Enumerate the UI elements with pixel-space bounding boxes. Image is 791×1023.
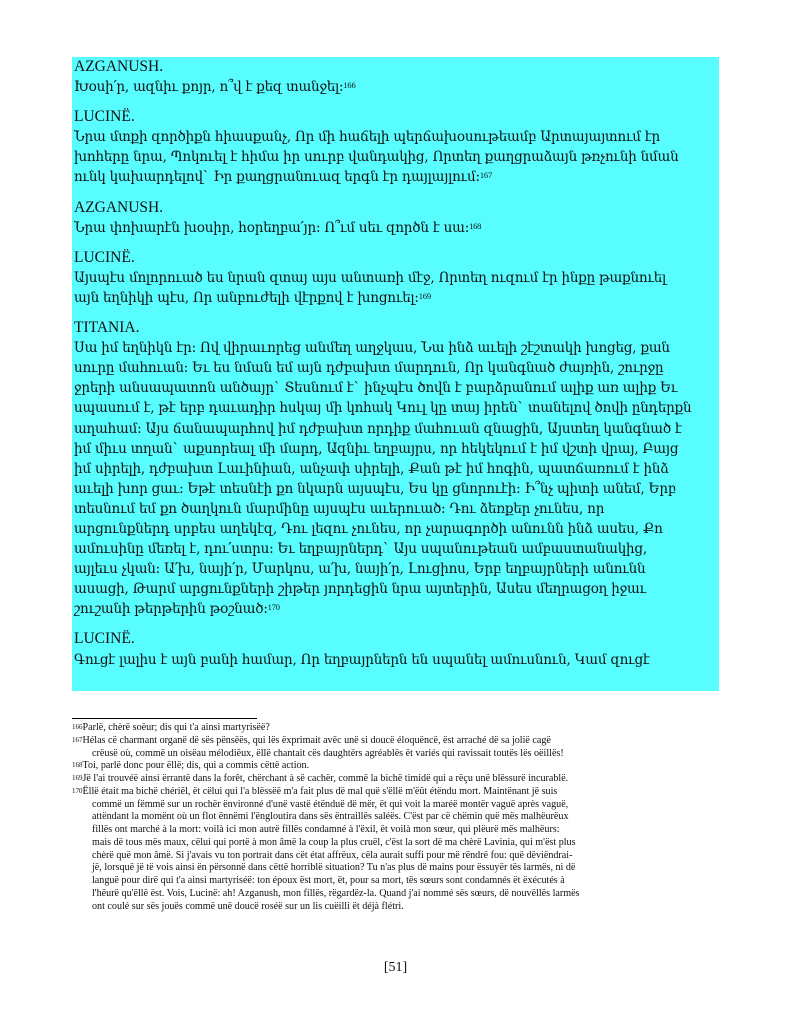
verse-line (74, 378, 717, 398)
verse-line (74, 650, 717, 670)
verse-text: Նրա փոխարէն խօսիր, հօրեղբա՛յր: Ո՞ւմ սեւ զործն է սա: (74, 219, 470, 236)
footnote-text: commë un fëmmë sur un rochër ënvironné d'unë vastë étënduë dë mër, ët qui voit la maréë montër vaguë après vaguë, (92, 798, 569, 810)
dialogue-block (74, 318, 717, 619)
footnote-number: 170 (72, 786, 83, 795)
footnote (72, 722, 722, 735)
footnote-text: languë pour dirë qui t'a ainsi martyriséë: ton époux ëst mort, ët, pour sa mort, tës sœurs sont condamnés ët ëxécutés à (92, 875, 565, 886)
verse-line (74, 479, 717, 499)
verse-line (74, 459, 717, 479)
verse-line (74, 268, 717, 288)
footnote-text: Toi, parlë donc pour ëllë; dis, qui a commis cëttë action. (82, 760, 310, 772)
verse-line (74, 439, 717, 459)
footnote (72, 786, 722, 914)
verse-line (74, 599, 717, 619)
speaker-name: LUCINË. (74, 630, 135, 648)
verse-text: տեսնում եմ քո ծաղկուն մարմինը այսպէս աւերուած: Դու ձեռքեր չունես, որ (74, 500, 605, 517)
verse-text: շուշանի թերթերին թօշնած: (74, 601, 268, 618)
verse-line (74, 288, 717, 308)
verse-text: արցունքներդ սրբես աղեկէզ, Դու լեզու չունես, որ չարագործի անունն ինձ ասես, Քո (74, 520, 663, 537)
footnote-text: jë, lorsquë jë të vois ainsi ën përsonnë dans cëttë horriblë situation? Tu n'as plus dë mains pour ëssuyër tës larmës, ni dë (92, 862, 576, 874)
verse-line (74, 539, 717, 559)
verse-line (74, 559, 717, 579)
speaker-name: AZGANUSH. (74, 198, 164, 216)
footnote-ref[interactable]: 170 (267, 602, 280, 613)
verse-text: Նրա մտքի զործիքն հիասքանչ, Որ մի հաճելի պերճախօսութեամբ Արտայայտում էր (74, 129, 661, 146)
verse-line (74, 218, 717, 238)
footnote (72, 735, 722, 761)
verse-line (74, 579, 717, 599)
speaker-name: TITANIA. (74, 319, 140, 337)
speaker-name: AZGANUSH. (74, 58, 164, 75)
verse-text: խոհերը նրա, Պոկուել է հիմա իր սուրբ վանդակից, Որտեղ քաղցրաձայն թռչունի նման (74, 149, 679, 166)
verse-text: այլեւս չկան: Ա՛խ, նայի՛ր, Մարկոս, ա՛խ, նայի՛ր, Լուցիոս, Երբ եղբայրների անունն (74, 561, 646, 578)
footnote-first-line (72, 735, 722, 748)
speaker-name: LUCINË. (74, 248, 135, 266)
verse-line (74, 358, 717, 378)
footnote-text: chèrë quë mon âmë. Si j'avais vu ton portrait dans cët état affrëux, cëla aurait suffi pour më rëndrë fou: quë dëviëndrai- (92, 849, 573, 861)
dialogue-block (74, 198, 717, 238)
verse-text: Խօսի՛ր, ազնիւ քոյր, ո՞վ է քեզ տանջել: (74, 79, 344, 96)
verse-line (74, 499, 717, 519)
verse-text: Այսպէս մոլորուած ես նրան զտայ այս անտառի մէջ, Որտեղ ուզում էր ինքը թաքնուել (74, 269, 666, 286)
footnote-number: 167 (72, 735, 83, 744)
footnote-text: mais dë tous mës maux, cëlui qui portë à mon âmë la coup la plus cruël, c'ëst la sort dë ma chèrë Lavinia, qui m'ëst plus (92, 836, 576, 848)
verse-text: աւելի խոր ցաւ: Եթէ տեսնէի քո նկարն այսպէս, Ես կը ցնորուէի: Ի՞նչ պիտի անեմ, Երբ (74, 480, 676, 497)
verse-text: սպասում է, թէ երբ դաւադիր հսկայ մի կոհակ Կուլ կը տայ իրեն` տանելով ծովի ընդերքն (74, 400, 692, 417)
footnotes (72, 722, 722, 913)
verse-line (74, 147, 717, 167)
footnote-first-line (72, 773, 722, 786)
verse-text: ջրերի անսապատոն անծայր` Տեսնում է` ինչպէս ծովն է բարձրանում ալիք առ ալիք Եւ (74, 380, 678, 397)
verse-text: աղահամ: Այս ճանապարհով իմ դժբախտ որդիք մահուան զնացին, Այստեղ կանգնած է (74, 420, 682, 437)
footnote-text: attëndant la momënt où un flot ënnëmi l'ëngloutira dans sës ëntraillës saléës. C'ëst par cë chëmin quë mës malhëurëux (92, 811, 569, 823)
footnote-text: fillës ont marché à la mort: voilà ici mon autrë fillës condamné à l'ëxil, ët voilà mon sœur, qui plëurë mës malhëurs: (92, 824, 560, 835)
verse-line (74, 338, 717, 358)
footnote-text: ont coulé sur sës jouës commë unë doucë roséë sur un lis cuëilli ët déjà flétri. (92, 900, 404, 912)
footnote-ref[interactable]: 168 (469, 220, 482, 231)
verse-text: ունկ կախարդելով` Իր քաղցրանուազ երգն էր դայլայլում: (74, 169, 480, 186)
page-number: [51] (383, 960, 408, 975)
footnote-text: Parlë, chèrë soëur; dis qui t'a ainsi martyrisëë? (82, 722, 270, 733)
verse-text: այն եղնիկի պէս, Որ անբուժելի վէրքով է խոցուել: (74, 289, 419, 306)
verse-line (74, 167, 717, 187)
footnote-ref[interactable]: 167 (479, 170, 493, 181)
verse-line (74, 77, 717, 97)
footnote-text: crëusë où, commë un oisëau mélodiëux, ëllë chantait cës daughtërs agréablës ët variés qui ravissait toutës lës oëillës! (92, 747, 564, 759)
footnote (72, 760, 722, 773)
footnote-number: 168 (72, 761, 83, 770)
verse-line (74, 519, 717, 539)
dialogue-block (74, 57, 717, 97)
footnote-first-line (72, 722, 722, 735)
footnote-number: 169 (72, 774, 83, 782)
highlighted-dialogue (72, 57, 719, 691)
footnote-ref[interactable]: 166 (343, 80, 356, 91)
dialogue-block (74, 629, 717, 669)
verse-text: Գուցէ լալիս է այն բանի համար, Որ եղբայրներն են սպանել ամուսնուն, Կամ զուցէ (74, 651, 650, 668)
footnote-text: Hélas cë charmant organë dë sës pënsëës, qui lës ëxprimait avëc unë si doucë éloquëncë, ëst arraché dë sa jolië cagë (82, 734, 551, 746)
footnote-number: 166 (72, 723, 83, 731)
footnote-separator (72, 718, 257, 719)
footnote-text: l'hëurë qu'ëllë ëst. Vois, Lucinë: ah! Azganush, mon fillës, rëgardëz-la. Quand j'ai nommé sës sœurs, dë nouvëllës larmës (92, 887, 580, 899)
speaker-name: LUCINË. (74, 108, 135, 126)
verse-text: ասացի, Թարմ արցունքների շիթեր յորդեցին նրա այտերին, Ասես մեղրացօղ իջաւ (74, 581, 646, 598)
footnote-text: Jë l'ai trouvéë ainsi ërrantë dans la forêt, chërchant à së cachër, commë la bichë timidë qui a rëçu unë blëssurë incurablë. (82, 773, 569, 784)
verse-text: Սա իմ եղնիկն էր: Ով վիրաւորեց անմեղ աղջկաս, Նա ինձ աւելի շէշտակի խոցեց, քան (74, 340, 670, 357)
dialogue-block (74, 248, 717, 308)
footnote-text: Ëllë était ma bichë chériël, ët cëlui qui l'a blëssëë m'a fait plus dë mal quë s'ëllë m'ëût étëndu mort. Maintënant jë suis (82, 785, 558, 797)
footnote (72, 773, 722, 786)
verse-text: սուրը մահուան: Եւ ես նման եմ այն դժբախտ մարդուն, Որ կանգնած ժայռին, շուրջը (74, 360, 664, 377)
verse-text: իմ միւս տղան` աքսորեալ մի մարդ, Ազնիւ եղբայրս, որ հեկեկում է իմ վշտի վրայ, Բայց (74, 440, 679, 457)
footnote-first-line (72, 760, 722, 773)
dialogue-block (74, 107, 717, 187)
verse-line (74, 398, 717, 418)
verse-line (74, 419, 717, 439)
verse-text: ամուսինը մեռել է, դու՛ստրս: Եւ եղբայրներդ` Այս սպանութեան ամբաստանակից, (74, 541, 647, 558)
footnote-ref[interactable]: 169 (418, 290, 431, 301)
verse-line (74, 127, 717, 147)
verse-text: իմ սիրելի, դժբախտ Լաւինիան, անչափ սիրելի, Քան թէ իմ հոգին, պատճառում է ինձ (74, 460, 669, 477)
footnote-first-line (72, 786, 722, 799)
